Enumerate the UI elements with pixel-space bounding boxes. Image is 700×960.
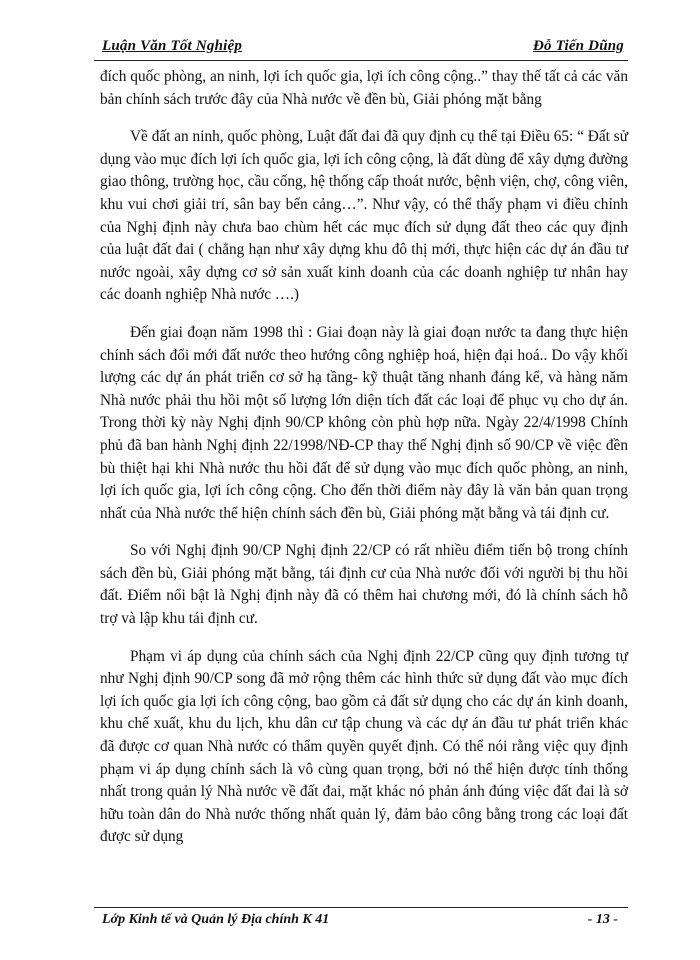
header-author-name: Đỗ Tiến Dũng <box>532 38 624 54</box>
paragraph-1998-period: Đến giai đoạn năm 1998 thì : Giai đoạn này là giai đoạn nước ta đang thực hiện chính sách đổi mới đất nước theo hướng công nghiệp hoá, hiện đại hoá.. Do vậy khối lượng các dự án phát triển cơ sở hạ tầng- kỹ thuật tăng nhanh đáng kể, và hàng năm Nhà nước phải thu hồi một số lượng lớn diện tích đất các loại để phục vụ cho dự án. Trong thời kỳ này Nghị định 90/CP không còn phù hợp nữa. Ngày 22/4/1998 Chính phủ đã ban hành Nghị định 22/1998/NĐ-CP thay thế Nghị định số 90/CP về việc đền bù thiệt hại khi Nhà nước thu hồi đất để sử dụng vào mục đích quốc phòng, an ninh, lợi ích quốc gia, lợi ích công cộng. Cho đến thời điểm này đây là văn bản quan trọng nhất của Nhà nước thể hiện chính sách đền bù, Giải phóng mặt bằng và tái định cư. <box>100 323 628 522</box>
paragraph-continuation: đích quốc phòng, an ninh, lợi ích quốc gia, lợi ích công cộng..” thay thế tất cả các văn bản chính sách trước đây của Nhà nước về đền bù, Giải phóng mặt bằng <box>100 68 628 108</box>
paragraph-land-law: Về đất an ninh, quốc phòng, Luật đất đai đã quy định cụ thể tại Điều 65: “ Đất sử dụng vào mục đích lợi ích quốc gia, lợi ích công cộng, là đất dùng để xây dựng đường giao thông, trường học, cầu cống, hệ thống cấp thoát nước, bệnh viện, chợ, công viên, khu vui chơi giải trí, sân bay bến cảng…”. Như vậy, có thể thấy phạm vi điều chỉnh của Nghị định này chưa bao chùm hết các mục đích sử dụng đất theo các quy định của luật đất đai ( chẳng hạn như xây dựng khu đô thị mới, thực hiện các dự án đầu tư nước ngoài, xây dựng cơ sở sản xuất kinh doanh của các doanh nghiệp tư nhân hay các doanh nghiệp Nhà nước ….) <box>100 128 628 304</box>
page-header <box>94 38 628 61</box>
paragraph-scope: Phạm vi áp dụng của chính sách của Nghị định 22/CP cũng quy định tương tự như Nghị định 90/CP song đã mở rộng thêm các hình thức sử dụng đất vào mục đích lợi ích quốc gia lợi ích công cộng, bao gồm cả đất sử dụng cho các dự án kinh doanh, khu chế xuất, khu du lịch, khu dân cư tập chung và các dự án đầu tư phát triển khác đã được cơ quan Nhà nước có thẩm quyền quyết định. Có thể nói rằng việc quy định phạm vi áp dụng chính sách là vô cùng quan trọng, bởi nó thể hiện được tính thống nhất trong quản lý Nhà nước về đất đai, mặt khác nó phản ánh đúng việc đất đai là sở hữu toàn dân do Nhà nước thống nhất quản lý, đảm bảo công bằng trong các loại đất được sử dụng <box>100 647 628 846</box>
paragraph-comparison: So với Nghị định 90/CP Nghị định 22/CP có rất nhiều điểm tiến bộ trong chính sách đền bù, Giải phóng mặt bằng, tái định cư của Nhà nước đối với người bị thu hồi đất. Điểm nổi bật là Nghị định này đã có thêm hai chương mới, đó là chính sách hỗ trợ và lập khu tái định cư. <box>100 542 628 628</box>
page-footer <box>94 907 628 930</box>
page-number: - 13 - <box>587 912 618 927</box>
header-thesis-title: Luận Văn Tốt Nghiệp <box>102 38 243 54</box>
footer-class-name: Lớp Kinh tế và Quản lý Địa chính K 41 <box>102 912 330 927</box>
document-body <box>100 66 628 864</box>
